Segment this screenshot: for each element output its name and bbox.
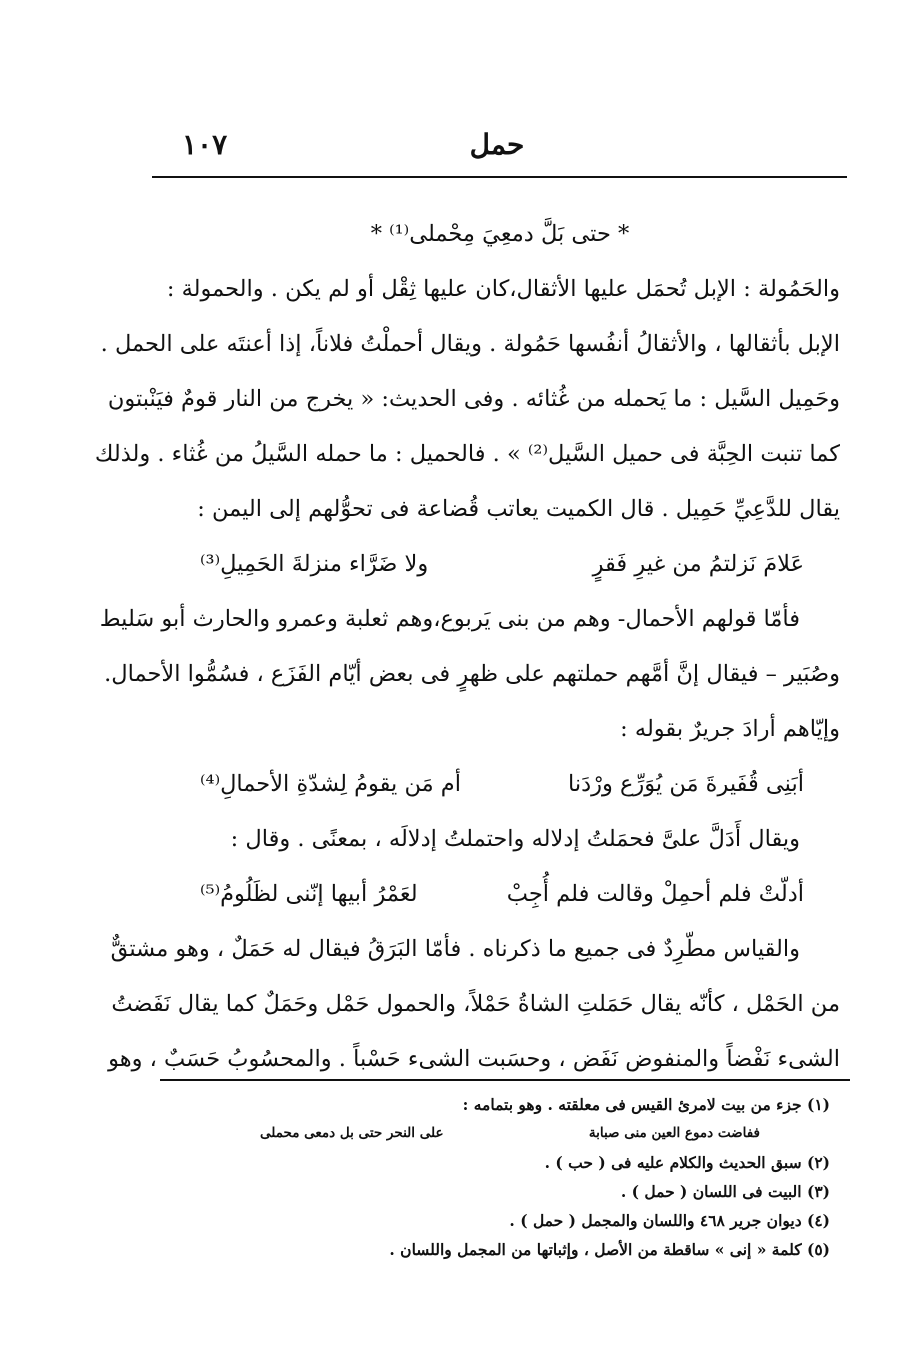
- footnote: (١) جزء من بيت لامرئ القيس فى معلقته . وهو بتمامه :: [462, 1095, 830, 1114]
- verse-hemistich: ولا ضَرَّاء منزلةَ الحَمِيلِ⁽³⁾: [200, 551, 429, 577]
- text-line: * حتى بَلَّ دمعِيَ مِحْملى⁽¹⁾ *: [370, 221, 630, 247]
- main-text: [94, 207, 840, 1087]
- verse-hemistich: أم مَن يقومُ لِشدّةِ الأحمالِ⁽⁴⁾: [200, 771, 461, 797]
- footnote: (٥) كلمة « إنى » ساقطة من الأصل ، وإثباتها من المجمل واللسان .: [389, 1240, 830, 1259]
- text-line: والقياس مطّرِدٌ فى جميع ما ذكرناه . فأمّا البَرَقُ فيقال له حَمَلٌ ، وهو مشتقٌّ: [110, 936, 800, 962]
- page-header: [152, 128, 847, 168]
- text-line: وصُبَير – فيقال إنَّ أمَّهم حملتهم على ظهرٍ فى بعض أيّام الفَزَع ، فسُمُّوا الأحمال.: [104, 661, 840, 687]
- header-rule: [152, 176, 847, 178]
- poem-verse: [160, 537, 840, 592]
- poem-verse: [160, 867, 840, 922]
- page-number: ١٠٧: [182, 128, 228, 161]
- text-line: ويقال أَدَلَّ علىَّ فحمَلتُ إدلاله واحتملتُ إدلالَه ، بمعنًى . وقال :: [230, 826, 800, 852]
- text-line: وحَمِيل السَّيل : ما يَحمله من غُثائه . وفى الحديث: « يخرج من النار قومٌ فيَنْبتون: [107, 386, 840, 412]
- text-line: فأمّا قولهم الأحمال- وهم من بنى يَربوع،وهم ثعلبة وعمرو والحارث أبو سَليط: [99, 606, 800, 632]
- footnote: (٢) سبق الحديث والكلام عليه فى ( حب ) .: [544, 1153, 830, 1172]
- verse-hemistich: أدلّتْ فلم أحمِلْ وقالت فلم أُجِبْ: [506, 881, 804, 907]
- verse-hemistich: أبَنِى قُفَيرةَ مَن يُوَرِّع ورْدَنا: [567, 771, 804, 797]
- footnote: (٣) البيت فى اللسان ( حمل ) .: [620, 1182, 830, 1201]
- verse-hemistich: عَلامَ نَزلتمُ من غيرِ فَقرٍ: [592, 551, 804, 577]
- running-head: حمل: [469, 128, 525, 161]
- text-line: والحَمُولة : الإبل تُحمَل عليها الأثقال،كان عليها ثِقْل أو لم يكن . والحمولة :: [166, 276, 840, 302]
- text-line: يقال للدَّعِيِّ حَمِيل . قال الكميت يعاتب قُضاعة فى تحوُّلهم إلى اليمن :: [197, 496, 840, 522]
- verse-hemistich: ففاضت دموع العين منى صبابة: [588, 1125, 760, 1141]
- verse-hemistich: لعَمْرُ أبيها إنّنى لظَلُومُ⁽⁵⁾: [200, 881, 418, 907]
- poem-verse: [160, 757, 840, 812]
- text-line: الشىء نَفْضاً والمنفوض نَفَض ، وحسَبت الشىء حَسْباً . والمحسُوبُ حَسَبٌ ، وهو: [108, 1046, 840, 1072]
- text-line: وإيّاهم أرادَ جريرٌ بقوله :: [620, 716, 840, 742]
- footnote: (٤) ديوان جرير ٤٦٨ واللسان والمجمل ( حمل ) .: [509, 1211, 830, 1230]
- text-line: الإبل بأثقالها ، والأثقالُ أنفُسها حَمُولة . ويقال أحملْتُ فلاناً، إذا أعنتَه على الحمل .: [100, 331, 840, 357]
- text-line: من الحَمْل ، كأنّه يقال حَمَلتِ الشاةُ حَمْلاً، والحمول حَمْل وحَمَلٌ كما يقال نَفَضتُ: [111, 991, 840, 1017]
- verse-hemistich: على النحر حتى بل دمعى محملى: [260, 1125, 444, 1141]
- text-line: كما تنبت الحِبَّة فى حميل السَّيل⁽²⁾ » . فالحميل : ما حمله السَّيلُ من غُثاء . ولذلك: [94, 441, 840, 467]
- footnote-verse: [260, 1119, 830, 1148]
- footnotes: [260, 1090, 830, 1264]
- footnote-rule: [160, 1079, 850, 1081]
